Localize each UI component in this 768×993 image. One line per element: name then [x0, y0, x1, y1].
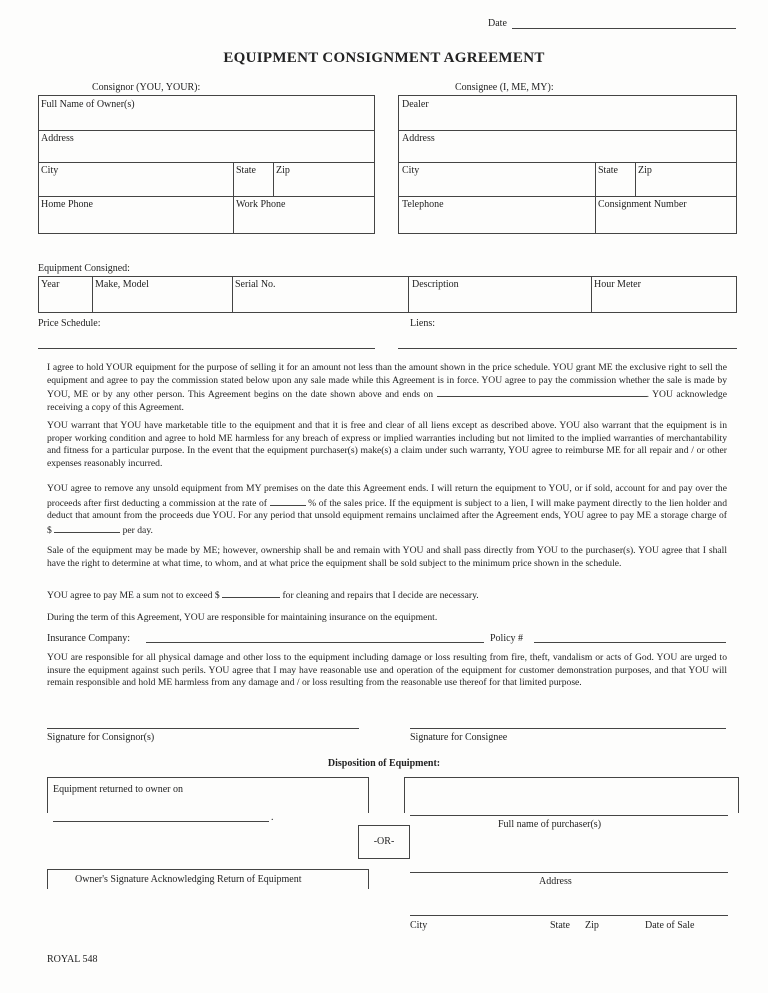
purchaser-name-label: Full name of purchaser(s) — [498, 819, 602, 830]
liens-label: Liens: — [410, 318, 435, 329]
page-title: EQUIPMENT CONSIGNMENT AGREEMENT — [223, 50, 545, 66]
disposition-right-edge — [404, 777, 405, 813]
year-field[interactable]: Year — [41, 279, 60, 290]
terms-p1b: . YOU acknowledge receiving a copy of this Agreement. — [47, 389, 727, 413]
price-schedule-label: Price Schedule: — [38, 318, 101, 329]
disposition-right-top-rule — [404, 777, 738, 778]
owner-signature-field[interactable] — [47, 869, 368, 870]
consignee-signature-field[interactable] — [410, 728, 726, 729]
return-date-field[interactable] — [53, 821, 269, 822]
consignee-heading: Consignee (I, ME, MY): — [455, 82, 554, 93]
hour-meter-field[interactable]: Hour Meter — [594, 279, 641, 290]
disposition-heading: Disposition of Equipment: — [327, 758, 441, 769]
purchaser-city-state-zip-date-field[interactable] — [410, 915, 728, 916]
disposition-left-lower-right-edge — [368, 869, 369, 889]
equipment-heading: Equipment Consigned: — [38, 263, 130, 274]
description-field[interactable]: Description — [412, 279, 459, 290]
consignee-signature-label: Signature for Consignee — [410, 732, 508, 743]
policy-label: Policy # — [490, 633, 524, 644]
date-field[interactable] — [512, 28, 736, 29]
purchaser-address-label: Address — [539, 876, 572, 887]
price-schedule-field[interactable] — [38, 348, 375, 349]
disposition-left-right-edge — [368, 777, 369, 813]
purchaser-zip-label: Zip — [585, 920, 599, 931]
terms-paragraph-3 — [47, 483, 727, 537]
disposition-left-top-rule — [47, 777, 368, 778]
purchaser-state-label: State — [550, 920, 570, 931]
consignor-state-field[interactable]: State — [236, 165, 256, 176]
terms-p3a: YOU agree to remove any unsold equipment from MY premises on the date this Agreement ends. I will return the equipment to YOU, or if sold, account for and pay over the proceeds after first deducting a commission at the rate of — [47, 483, 727, 509]
storage-charge-field[interactable] — [54, 523, 120, 533]
terms-p1a: I agree to hold YOUR equipment for the purpose of selling it for an amount not less than the amount shown in the price schedule. YOU grant ME the exclusive right to sell the equipment and agree to pay the commission stated below upon any sale made while this Agreement is in force. YOU agree to pay the commission whether the sale is made by YOU, ME or by any other person. This Agreement begins on the date shown above and ends on — [47, 362, 727, 401]
make-model-field[interactable]: Make, Model — [95, 279, 149, 290]
equipment-table — [38, 276, 737, 313]
serial-number-field[interactable]: Serial No. — [235, 279, 276, 290]
terms-p5b: for cleaning and repairs that I decide are necessary. — [282, 590, 479, 601]
purchaser-name-field[interactable] — [410, 815, 728, 816]
terms-paragraph-5 — [47, 588, 727, 603]
policy-number-field[interactable] — [534, 642, 726, 643]
terms-p3c: per day. — [122, 524, 153, 536]
owner-name-field[interactable]: Full Name of Owner(s) — [41, 99, 135, 110]
or-label: -OR- — [373, 836, 395, 847]
consignor-info-box — [38, 95, 375, 234]
date-label: Date — [488, 18, 507, 29]
or-divider-box — [358, 825, 410, 859]
returned-to-owner-label: Equipment returned to owner on — [53, 784, 183, 795]
consignee-info-box — [398, 95, 737, 234]
insurance-company-field[interactable] — [146, 642, 484, 643]
purchaser-address-field[interactable] — [410, 872, 728, 873]
terms-paragraph-1 — [47, 362, 727, 414]
terms-paragraph-4: Sale of the equipment may be made by ME; however, ownership shall be and remain with YOU and shall pass directly from YOU to the purchaser(s). YOU agree that I shall have the right to determine at what time, to whom, and at what price the equipment shall be sold subject to the minimum price shown in the schedule. — [47, 545, 727, 569]
dealer-field[interactable]: Dealer — [402, 99, 429, 110]
work-phone-field[interactable]: Work Phone — [236, 199, 286, 210]
end-date-field[interactable] — [437, 387, 647, 397]
consignee-state-field[interactable]: State — [598, 165, 618, 176]
purchaser-city-label: City — [410, 920, 428, 931]
consignor-zip-field[interactable]: Zip — [276, 165, 290, 176]
consignor-address-field[interactable]: Address — [41, 133, 74, 144]
consignee-city-field[interactable]: City — [402, 165, 420, 176]
consignor-signature-field[interactable] — [47, 728, 359, 729]
date-of-sale-label: Date of Sale — [645, 920, 695, 931]
liens-field[interactable] — [398, 348, 737, 349]
terms-paragraph-6: During the term of this Agreement, YOU are responsible for maintaining insurance on the equipment. — [47, 612, 438, 623]
disposition-left-lower-edge — [47, 869, 48, 889]
consignor-city-field[interactable]: City — [41, 165, 59, 176]
consignee-address-field[interactable]: Address — [402, 133, 435, 144]
consignment-number-field[interactable]: Consignment Number — [598, 199, 687, 210]
terms-paragraph-2: YOU warrant that YOU have marketable title to the equipment and that it is free and clear of all liens except as described above. YOU also warrant that the equipment is in proper working condition and agree to hold ME harmless for any breach of express or implied warranties including but not limited to the implied warranties of merchantability and fitness for a particular purpose. In the event that the equipment purchaser(s) make(s) a claim under such warranty, YOU agree to reimburse ME for all repair and / or other expenses reasonably incurred. — [47, 420, 727, 469]
consignor-signature-label: Signature for Consignor(s) — [47, 732, 155, 743]
terms-paragraph-7: YOU are responsible for all physical damage and other loss to the equipment including damage or loss resulting from fire, theft, vandalism or acts of God. YOU are urged to insure the equipment against such perils. YOU agree that I may have reasonable use and operation of the equipment for customer demonstration purposes, and that YOU will remain responsible and hold ME harmless from any damage and / or loss resulting from the reasonable use thereof for that limited purpose. — [47, 652, 727, 689]
consignor-heading: Consignor (YOU, YOUR): — [92, 82, 201, 93]
form-id: ROYAL 548 — [47, 954, 98, 965]
disposition-right-far-edge — [738, 777, 739, 813]
telephone-field[interactable]: Telephone — [402, 199, 444, 210]
terms-p3b: % of the sales price. If the equipment is subject to a lien, I will make payment directly to the lien holder and deduct that amount from the proceeds due YOU. For any period that unsold equipment remains unclaimed after the Agreement ends, YOU agree to pay ME a storage charge of $ — [47, 497, 728, 536]
disposition-left-edge — [47, 777, 48, 813]
consignee-zip-field[interactable]: Zip — [638, 165, 652, 176]
home-phone-field[interactable]: Home Phone — [41, 199, 93, 210]
commission-rate-field[interactable] — [270, 496, 306, 506]
owner-signature-label: Owner's Signature Acknowledging Return of Equipment — [75, 874, 302, 885]
consignment-agreement-form: Date EQUIPMENT CONSIGNMENT AGREEMENT Consignor (YOU, YOUR): Consignee (I, ME, MY): Full Name of Owner(s) Address City State Zip Home Phone Work Phone Dealer Address City State Zip Telephone Consignment Number Equipment Consigned: Year Make, Model Serial No. Description Hour Meter Price Schedule: Liens: I agree to hold YOUR equipment for the purpose of selling it for an amount not less than the amount shown in the price schedule. YOU grant ME the exclusive right to sell the equipment and agree to pay the commission stated below upon any sale made while this Agreement is in force. YOU agree to pay the commission whether the sale is made by YOU, ME or by any other person. This Agreement begins on the date shown above and ends on . YOU acknowledge receiving a copy of this Agreement. YOU warrant that YOU have marketable title to the equipment and that it is free and clear of all liens except as described above. YOU also warrant that the equipment is in proper working condition and agree to hold ME harmless for any breach of express or implied warranties including but not limited to the implied warranties of merchantability and fitness for a particular purpose. In the event that the equipment purchaser(s) make(s) a claim under such warranty, YOU agree to reimburse ME for all repair and / or other expenses reasonably incurred. YOU agree to remove any unsold equipment from MY premises on the date this Agreement ends. I will return the equipment to YOU, or if sold, account for and pay over the proceeds after first deducting a commission at the rate of % of the sales price. If the equipment is subject to a lien, I will make payment directly to the lien holder and deduct that amount from the proceeds due YOU. For any period that unsold equipment remains unclaimed after the Agreement ends, YOU agree to pay ME a storage charge of $ per day. Sale of the equipment may be made by ME; however, ownership shall be and remain with YOU and shall pass directly from YOU to the purchaser(s). YOU agree that I shall have the right to determine at what time, to whom, and at what price the equipment shall be sold subject to the minimum price shown in the schedule. YOU agree to pay ME a sum not to exceed $ for cleaning and repairs that I decide are necessary. During the term of this Agreement, YOU are responsible for maintaining insurance on the equipment. Insurance Company: Policy # YOU are responsible for all physical damage and other loss to the equipment including damage or loss resulting from fire, theft, vandalism or acts of God. YOU are urged to insure the equipment against such perils. YOU agree that I may have reasonable use and operation of the equipment for customer demonstration purposes, and that YOU will remain responsible and hold ME harmless from any damage and / or loss resulting from the reasonable use thereof for that limited purpose. Signature for Consignor(s) Signature for Consignee Disposition of Equipment: Equipment returned to owner on . Owner's Signature Acknowledging Return of Equipment -OR- Full name of purchaser(s) Address City State Zip Date of Sale ROYAL 548 — [0, 0, 768, 993]
repair-sum-field[interactable] — [222, 588, 280, 598]
terms-p5a: YOU agree to pay ME a sum not to exceed $ — [47, 590, 220, 601]
insurance-company-label: Insurance Company: — [47, 633, 131, 644]
